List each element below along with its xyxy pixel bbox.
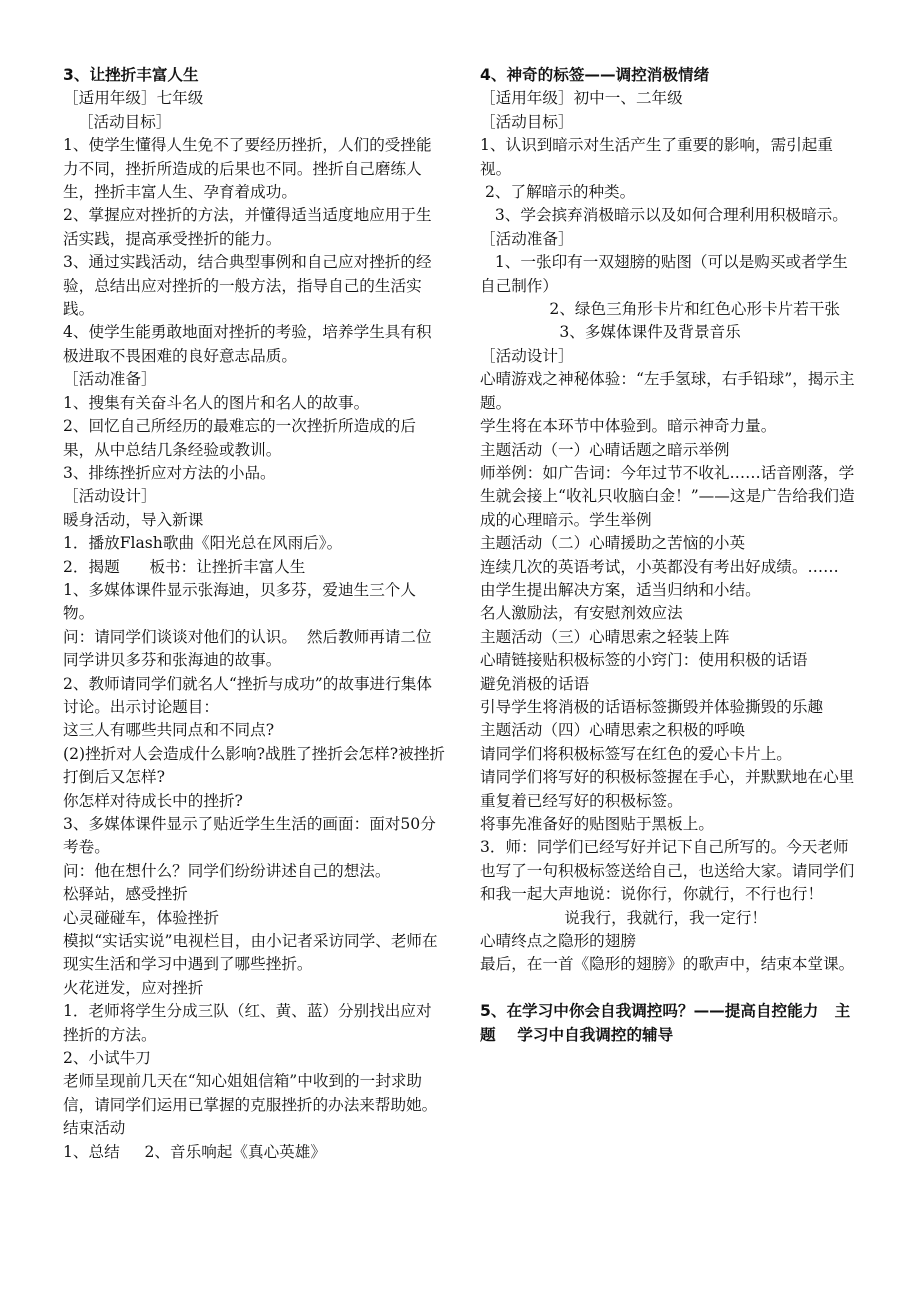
left-paragraph: 1、搜集有关奋斗名人的图片和名人的故事。 <box>63 393 370 412</box>
left-paragraph: 1、多媒体课件显示张海迪，贝多芬，爱迪生三个人物。 <box>63 580 416 623</box>
right-paragraph: 师举例：如广告词：今年过节不收礼……话音刚落，学生就会接上“收礼只收脑白金！”——这是广告给我们造成的心理暗示。学生举例 <box>480 463 855 529</box>
right-paragraph: 1、认识到暗示对生活产生了重要的影响，需引起重视。 <box>480 136 833 178</box>
right-paragraph: 心晴终点之隐形的翅膀 <box>480 932 636 951</box>
right-heading: 4、神奇的标签——调控消极情绪 <box>480 66 710 84</box>
left-paragraph: ［适用年级］七年级 <box>63 89 204 108</box>
left-paragraph: 3、多媒体课件显示了贴近学生生活的画面：面对50分考卷。 <box>63 815 436 857</box>
right-paragraph: 将事先准备好的贴图贴于黑板上。 <box>480 815 714 833</box>
left-paragraph: 3、排练挫折应对方法的小品。 <box>63 463 276 482</box>
left-paragraph: 松驿站，感受挫折 <box>63 885 188 904</box>
left-paragraph: 心灵碰碰车，体验挫折 <box>63 908 219 927</box>
left-paragraph: ［活动准备］ <box>63 370 157 389</box>
right-paragraph: 2、绿色三角形卡片和红色心形卡片若干张 <box>480 300 841 319</box>
left-paragraph: 暖身活动，导入新课 <box>63 510 204 529</box>
left-paragraph: 4、使学生能勇敢地面对挫折的考验，培养学生具有积极进取不畏困难的良好意志品质。 <box>63 323 432 365</box>
right-paragraph: 心晴游戏之神秘体验：“左手氢球，右手铅球”，揭示主题。 <box>480 370 855 412</box>
left-paragraph: 1．老师将学生分成三队（红、黄、蓝）分别找出应对挫折的方法。 <box>63 1002 432 1044</box>
right-column <box>480 64 867 1047</box>
right-paragraph: 名人激励法，有安慰剂效应法 <box>480 604 683 623</box>
left-paragraph: 老师呈现前几天在“知心姐姐信箱”中收到的一封求助信，请同学们运用已掌握的克服挫折的办法来帮助她。 <box>63 1072 438 1114</box>
left-paragraph: 2、教师请同学们就名人“挫折与成功”的故事进行集体讨论。出示讨论题目： <box>63 674 432 716</box>
left-column <box>63 64 445 1164</box>
left-paragraph: 火花迸发，应对挫折 <box>63 978 204 997</box>
right-paragraph: ［活动设计］ <box>480 346 574 365</box>
right-paragraph: 请同学们将积极标签写在红色的爱心卡片上。 <box>480 744 792 763</box>
left-paragraph: 1、总结 2、音乐响起《真心英雄》 <box>63 1142 326 1161</box>
left-paragraph: 结束活动 <box>63 1119 126 1138</box>
right-paragraph: 1、一张印有一双翅膀的贴图（可以是购买或者学生自己制作） <box>480 253 848 295</box>
left-paragraph: 2、回忆自己所经历的最难忘的一次挫折所造成的后果，从中总结几条经验或教训。 <box>63 417 416 459</box>
left-heading: 3、让挫折丰富人生 <box>63 66 199 84</box>
right-paragraph: 心晴链接贴积极标签的小窍门：使用积极的话语 避免消极的话语 <box>480 651 867 693</box>
left-paragraph: 2．揭题 板书：让挫折丰富人生 <box>63 557 306 576</box>
right-paragraph: ［适用年级］初中一、二年级 <box>480 89 683 108</box>
left-paragraph: 问：请同学们谈谈对他们的认识。 然后教师再请二位同学讲贝多芬和张海迪的故事。 <box>63 627 432 670</box>
left-paragraph: 1．播放Flash歌曲《阳光总在风雨后》。 <box>63 534 343 553</box>
right-paragraph: 2、了解暗示的种类。 <box>480 183 636 202</box>
left-paragraph: 问：他在想什么？同学们纷纷讲述自己的想法。 <box>63 861 391 880</box>
right-paragraph: 3、多媒体课件及背景音乐 <box>480 323 741 342</box>
left-paragraph: 你怎样对待成长中的挫折? <box>63 791 243 810</box>
right-paragraph: 主题活动（一）心晴话题之暗示举例 <box>480 440 730 459</box>
right-paragraph: 说我行，我就行，我一定行！ <box>480 908 768 927</box>
left-paragraph: 2、掌握应对挫折的方法，并懂得适当适度地应用于生活实践，提高承受挫折的能力。 <box>63 206 432 248</box>
right-heading: 5、在学习中你会自我调控吗？——提高自控能力 主题 学习中自我调控的辅导 <box>480 1002 851 1044</box>
left-paragraph: 模拟“实话实说”电视栏目，由小记者采访同学、老师在现实生活和学习中遇到了哪些挫折。 <box>63 932 438 974</box>
right-paragraph: 由学生提出解决方案，适当归纳和小结。 <box>480 580 761 599</box>
left-paragraph: 这三人有哪些共同点和不同点? <box>63 721 275 740</box>
left-paragraph: ［活动设计］ <box>63 487 157 506</box>
right-paragraph: 3．师：同学们已经写好并记下自己所写的。今天老师也写了一句积极标签送给自己，也送给大家。请同学们和我一起大声地说：说你行，你就行，不行也行！ <box>480 838 855 904</box>
right-paragraph: 学生将在本环节中体验到。暗示神奇力量。 <box>480 417 777 436</box>
left-paragraph: (2)挫折对人会造成什么影响?战胜了挫折会怎样?被挫折打倒后又怎样? <box>63 744 445 787</box>
right-paragraph: 主题活动（二）心晴援助之苦恼的小英 <box>480 534 746 553</box>
left-paragraph: ［活动目标］ <box>63 112 172 131</box>
right-paragraph: 主题活动（三）心晴思索之轻装上阵 <box>480 627 730 646</box>
left-paragraph: 2、小试牛刀 <box>63 1049 151 1068</box>
right-paragraph: ［活动准备］ <box>480 229 574 248</box>
right-paragraph: 引导学生将消极的话语标签撕毁并体验撕毁的乐趣 <box>480 697 824 716</box>
right-paragraph: 主题活动（四）心晴思索之积极的呼唤 <box>480 721 746 740</box>
right-paragraph: 3、学会摈弃消极暗示以及如何合理利用积极暗示。 <box>480 206 848 225</box>
left-paragraph: 1、使学生懂得人生免不了要经历挫折，人们的受挫能力不同，挫折所造成的后果也不同。挫折自己磨练人生，挫折丰富人生、孕育着成功。 <box>63 136 432 202</box>
right-paragraph: 连续几次的英语考试，小英都没有考出好成绩。…… <box>480 557 839 576</box>
right-paragraph: ［活动目标］ <box>480 112 574 131</box>
right-paragraph: 请同学们将写好的积极标签握在手心，并默默地在心里重复着已经写好的积极标签。 <box>480 768 855 810</box>
right-spacer <box>480 977 860 1000</box>
left-paragraph: 3、通过实践活动，结合典型事例和自己应对挫折的经验，总结出应对挫折的一般方法，指导自己的生活实践。 <box>63 253 432 319</box>
right-paragraph: 最后，在一首《隐形的翅膀》的歌声中，结束本堂课。 <box>480 955 855 974</box>
